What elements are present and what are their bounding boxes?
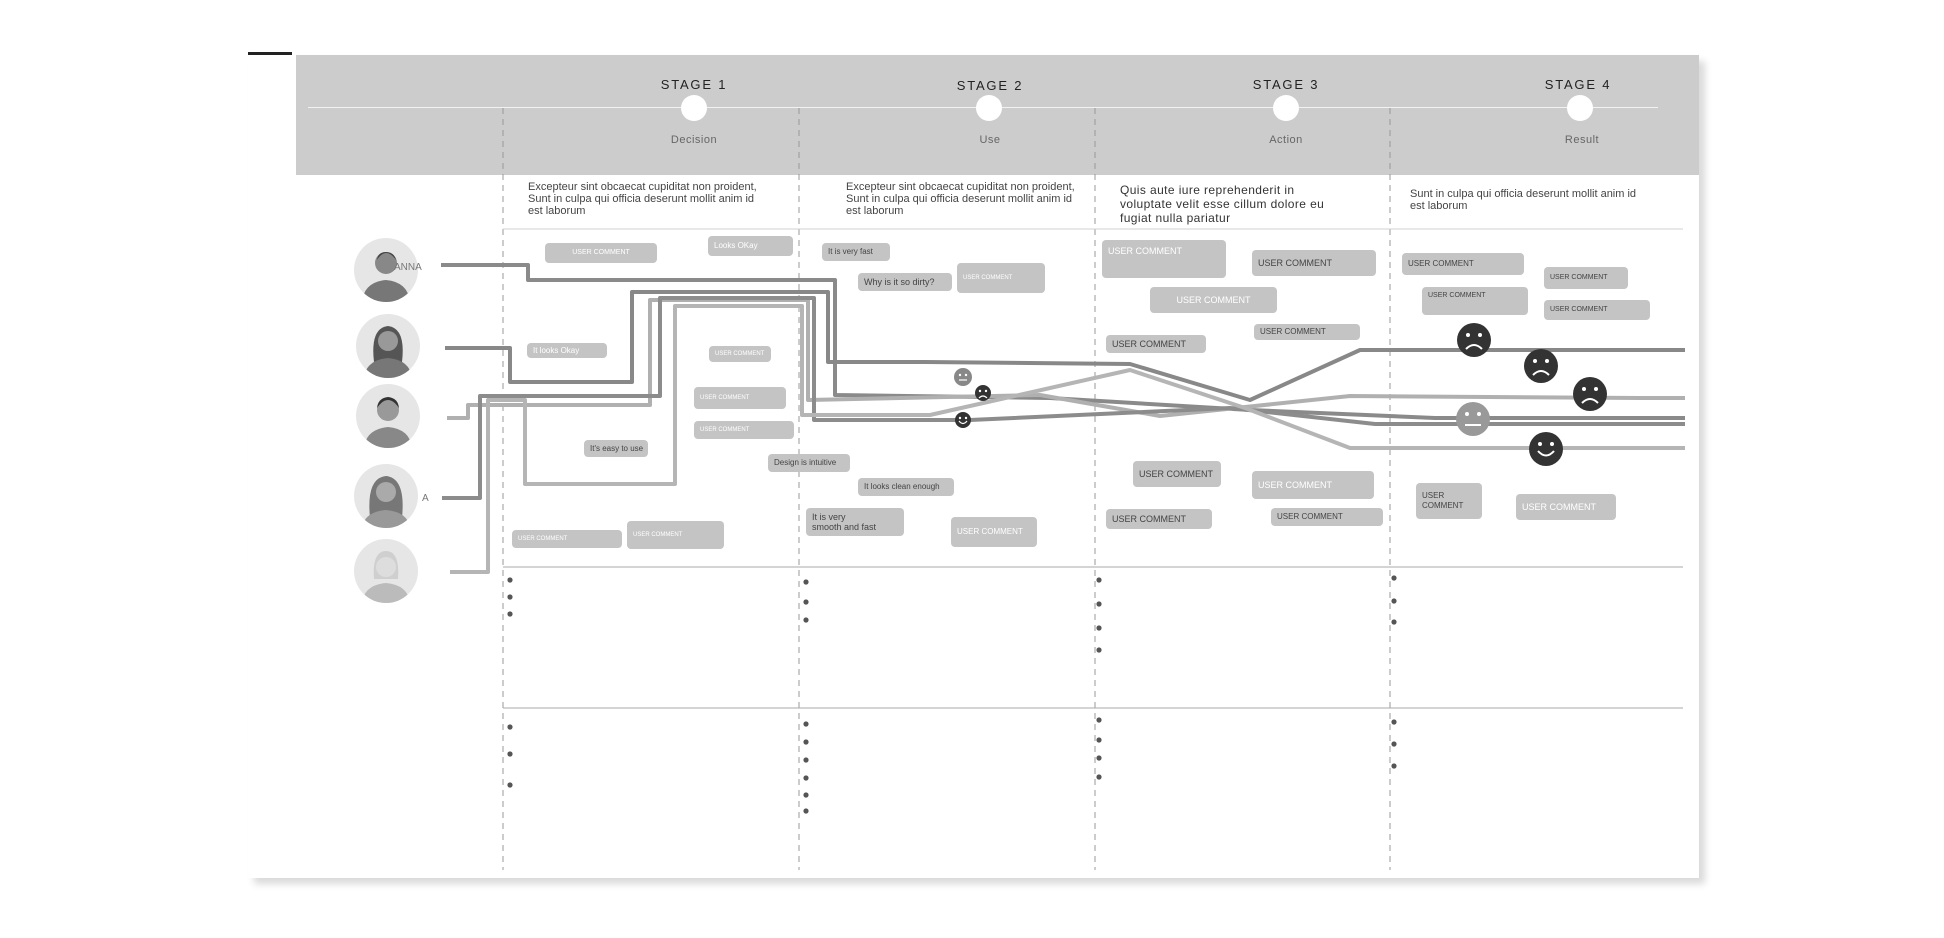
opportunity-bullet: [1391, 763, 1396, 768]
opportunity-bullet: [1391, 741, 1396, 746]
opportunity-bullet: [803, 808, 808, 813]
comment-bubble: Looks OKay: [708, 236, 793, 256]
comment-bubble: USER COMMENT: [1252, 250, 1376, 276]
persona-name: A: [422, 493, 429, 504]
opportunity-bullet: [1096, 717, 1101, 722]
action-text: Excepteur sint obcaecat cupiditat non proident, Sunt in culpa qui officia deserunt mollit anim id est laborum: [846, 181, 1075, 217]
comment-bubble: USER COMMENT: [545, 243, 657, 263]
comment-bubble: USER COMMENT: [1106, 335, 1206, 353]
comment-bubble: It looks Okay: [527, 343, 607, 358]
stage-subtitle: Result: [1564, 134, 1600, 146]
stage-subtitle: Action: [1269, 134, 1303, 146]
opportunity-bullet: [507, 724, 512, 729]
action-text: Excepteur sint obcaecat cupiditat non proident, Sunt in culpa qui officia deserunt mollit anim id est laborum: [528, 181, 757, 217]
comment-bubble: USER COMMENT: [1133, 461, 1221, 487]
comment-bubble: USER COMMENT: [1254, 324, 1360, 340]
stage-title: STAGE 2: [956, 78, 1024, 93]
comment-bubble: USER COMMENT: [627, 521, 724, 549]
comment-bubble: USER COMMENT: [1402, 253, 1524, 275]
stage-subtitle: Use: [979, 134, 1001, 146]
comment-bubble: It looks clean enough: [858, 478, 954, 496]
opportunity-bullet: [507, 782, 512, 787]
comment-bubble: USER COMMENT: [951, 517, 1037, 547]
comment-bubble: USER COMMENT: [1544, 267, 1628, 289]
comment-bubble: USER COMMENT: [1271, 508, 1383, 526]
opportunity-bullet: [803, 739, 808, 744]
stage-subtitle: Decision: [670, 134, 718, 146]
comment-bubble: USER COMMENT: [1516, 494, 1616, 520]
action-text: Quis aute iure reprehenderit in voluptate velit esse cillum dolore eu fugiat nulla pariatur: [1120, 183, 1325, 225]
comment-bubble: USER COMMENT: [1252, 471, 1374, 499]
opportunity-bullet: [803, 757, 808, 762]
comment-bubble: USER COMMENT: [694, 421, 794, 439]
comment-bubble: Design is intuitive: [768, 454, 850, 472]
comment-bubble: It's easy to use: [584, 440, 648, 457]
stage-title: STAGE 4: [1544, 77, 1612, 92]
comment-bubble: USER COMMENT: [709, 346, 771, 362]
opportunity-bullet: [803, 775, 808, 780]
comment-bubble: USER COMMENT: [1106, 509, 1212, 529]
comment-bubble: USER COMMENT: [512, 530, 622, 548]
opportunity-bullet: [803, 721, 808, 726]
persona-name: ANNA: [394, 262, 422, 273]
comment-bubble: USER COMMENT: [957, 263, 1045, 293]
opportunity-bullet: [507, 751, 512, 756]
comment-bubble: Why is it so dirty?: [858, 273, 952, 291]
comment-bubble: USER COMMENT: [694, 387, 786, 409]
stage-title: STAGE 1: [660, 77, 728, 92]
opportunity-bullet: [1096, 737, 1101, 742]
comment-bubble: USER COMMENT: [1422, 287, 1528, 315]
comment-bubble: It is very fast: [822, 243, 890, 261]
comment-bubble: USER COMMENT: [1150, 287, 1277, 313]
opportunity-bullet: [803, 792, 808, 797]
stage-title: STAGE 3: [1252, 77, 1320, 92]
opportunity-bullet: [1391, 719, 1396, 724]
comment-bubble: It is very smooth and fast: [806, 508, 904, 536]
opportunity-bullet: [1096, 755, 1101, 760]
action-text: Sunt in culpa qui officia deserunt mollit anim id est laborum: [1410, 188, 1637, 212]
comment-bubble: USER COMMENT: [1544, 300, 1650, 320]
comment-bubble: USER COMMENT: [1416, 483, 1482, 519]
comment-bubble: USER COMMENT: [1102, 240, 1226, 278]
opportunity-bullet: [1096, 774, 1101, 779]
